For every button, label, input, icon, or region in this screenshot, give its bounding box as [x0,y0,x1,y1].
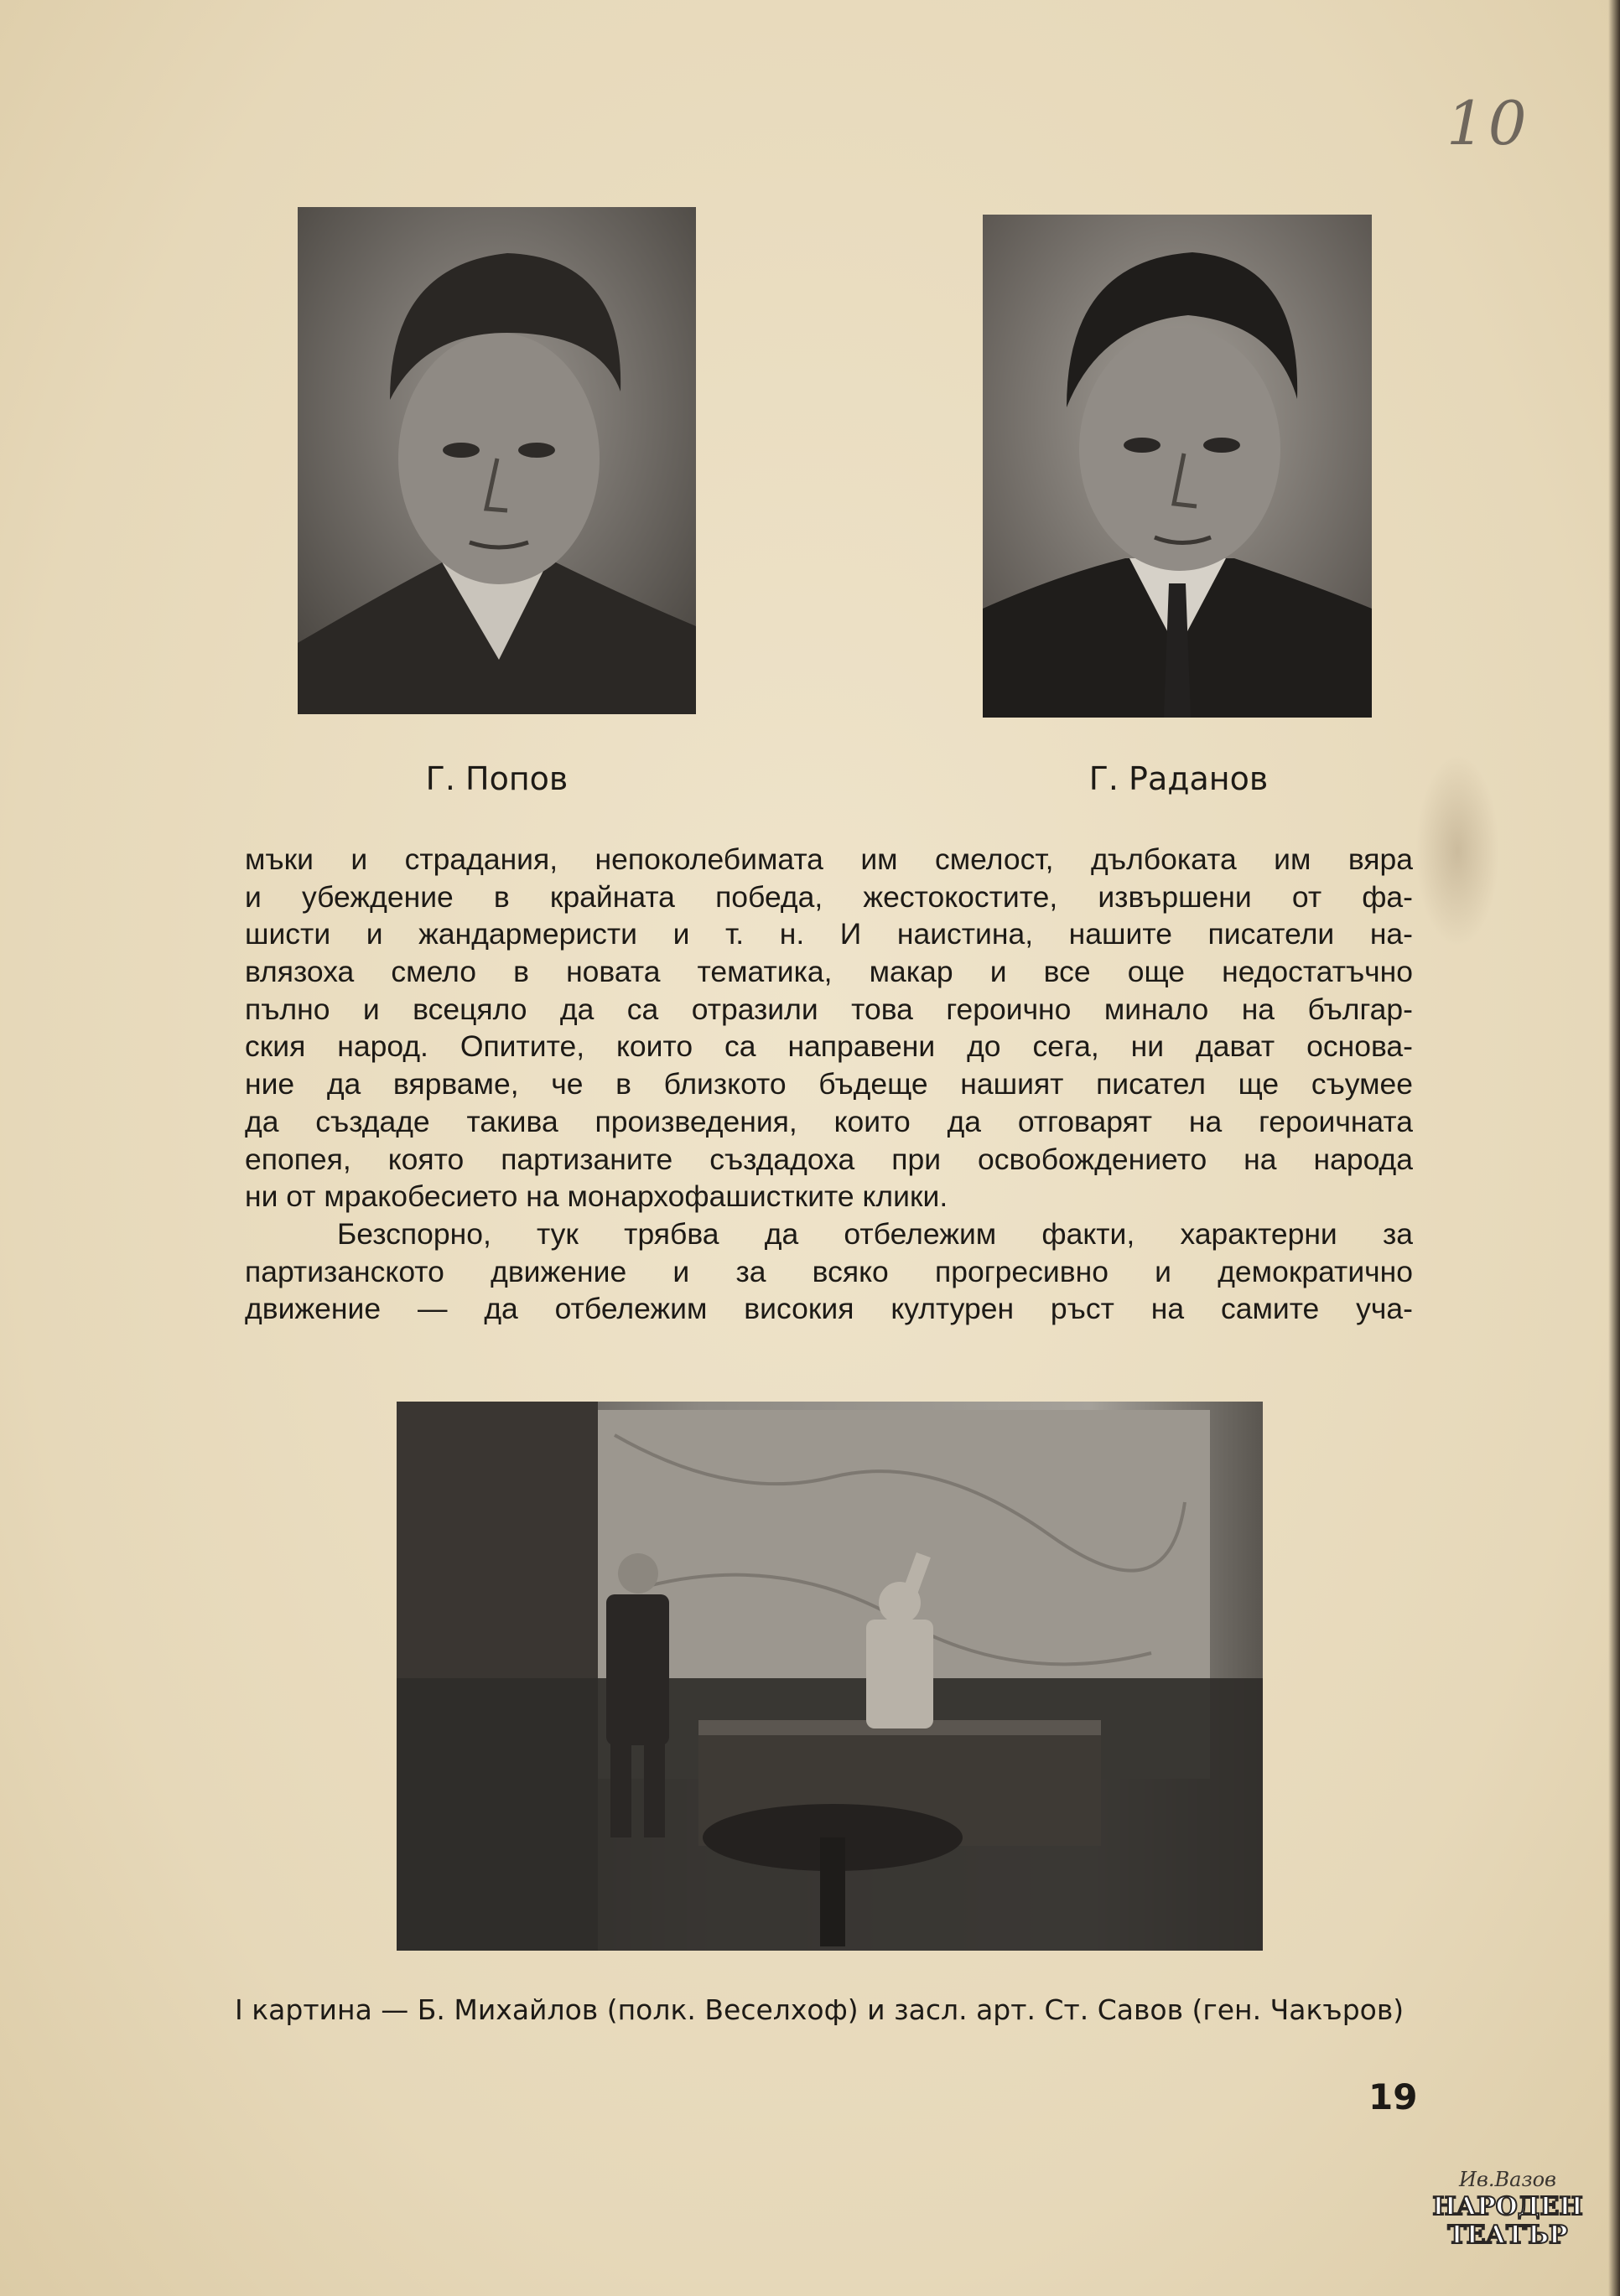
text-line: шисти и жандармеристи и т. н. И наистина, нашите писатели на- [245,917,1413,951]
portrait-caption-radanov: Г. Раданов [1088,760,1269,797]
logo-line1: НАРОДЕН [1432,2192,1583,2221]
portrait-caption-popov: Г. Попов [425,760,569,797]
text-line: пълно и всецяло да са отразили това героично минало на българ- [245,992,1413,1026]
text-line: мъки и страдания, непоколебимата им смелост, дълбоката им вяра [245,842,1413,876]
text-line: епопея, която партизаните създадоха при освобождението на народа [245,1142,1413,1176]
logo-line2: ТЕАТЪР [1447,2221,1568,2250]
text-line: ни от мракобесието на монархофашистките клики. [245,1179,948,1214]
national-theatre-logo [1432,2163,1583,2255]
text-line: партизанското движение и за всяко прогресивно и демократично [245,1254,1413,1288]
page-edge-shadow [1608,0,1620,2296]
paper-stain [1415,754,1499,947]
handwritten-page-number: 10 [1446,88,1530,158]
text-line: влязоха смело в новата тематика, макар и все още недостатъчно [245,955,1413,989]
article-body [245,841,1413,1328]
text-line: Безспорно, тук трябва да отбележим факти, характерни за [337,1216,1413,1251]
text-line: движение — да отбележим високия културен ръст на самите уча- [245,1292,1413,1326]
text-line: ския народ. Опитите, които са направени до сега, ни дават основа- [245,1029,1413,1064]
text-line: да създаде такива произведения, които да отговарят на героичната [245,1104,1413,1138]
portrait-photo-radanov [983,215,1372,718]
scene-photo-caption: I картина — Б. Михайлов (полк. Веселхоф) и засл. арт. Ст. Савов (ген. Чакъров) [235,1993,1405,2026]
text-line: и убеждение в крайната победа, жестокостите, извършени от фа- [245,879,1413,914]
logo-signature: Ив.Вазов [1459,2168,1556,2191]
portrait-photo-popov [298,207,696,714]
page-number: 19 [1368,2076,1418,2117]
scene-photo [397,1402,1263,1951]
text-line: ние да вярваме, че в близкото бъдеще нашият писател ще съумее [245,1067,1413,1101]
